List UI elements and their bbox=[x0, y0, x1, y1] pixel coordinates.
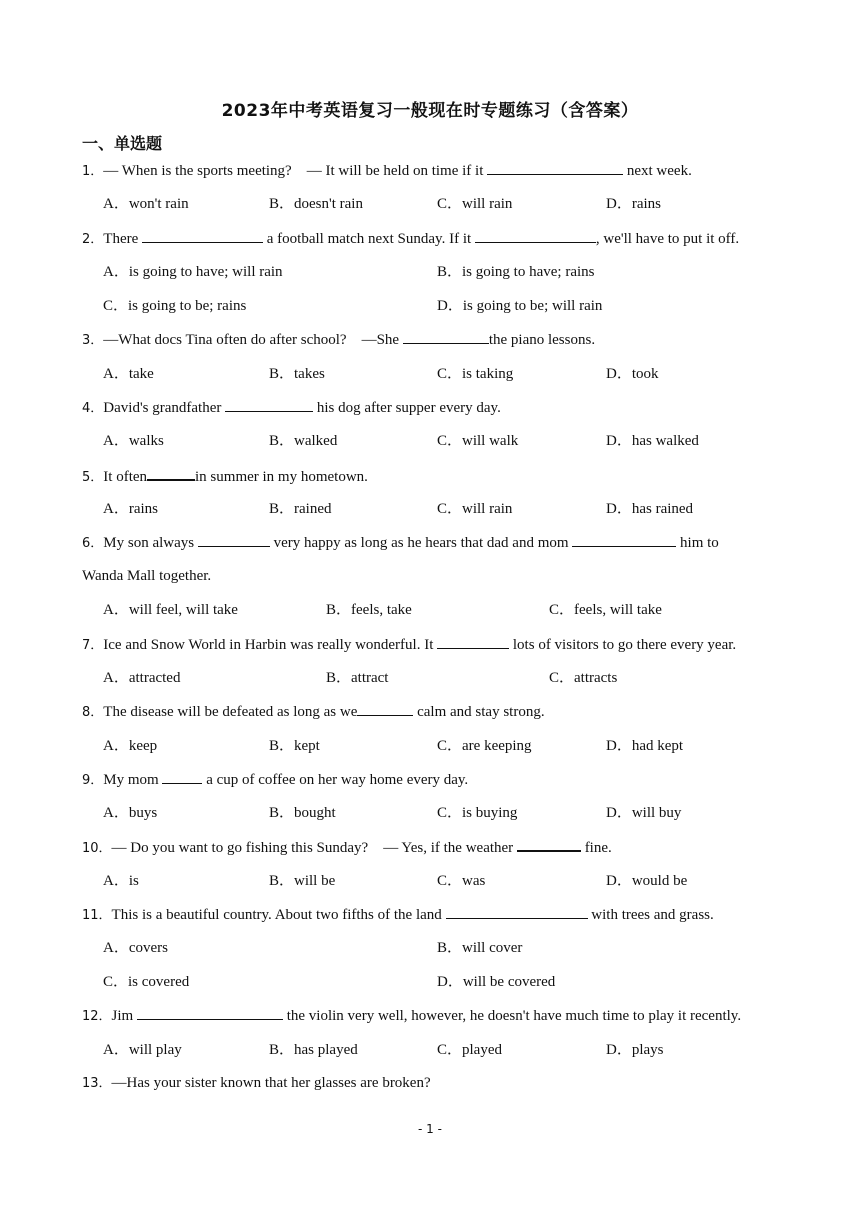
answer-blank bbox=[487, 160, 623, 175]
option-4b: B．walked bbox=[269, 433, 338, 449]
answer-blank bbox=[437, 634, 509, 649]
answer-blank bbox=[147, 465, 195, 481]
option-2b: B．is going to have; rains bbox=[437, 264, 595, 280]
question-11: 11．This is a beautiful country. About two fifths of the land with trees and grass. bbox=[82, 904, 714, 926]
answer-blank bbox=[137, 1005, 283, 1020]
answer-blank bbox=[475, 228, 596, 243]
question-2: 2．There a football match next Sunday. If it , we'll have to put it off. bbox=[82, 228, 739, 250]
option-12c: C．played bbox=[437, 1042, 502, 1058]
answer-blank bbox=[517, 836, 581, 852]
option-9a: A．buys bbox=[103, 805, 158, 821]
option-3a: A．take bbox=[103, 366, 154, 382]
option-7a: A．attracted bbox=[103, 670, 181, 686]
option-9b: B．bought bbox=[269, 805, 336, 821]
option-8c: C．are keeping bbox=[437, 738, 532, 754]
option-4a: A．walks bbox=[103, 433, 164, 449]
question-4: 4．David's grandfather his dog after supper every day. bbox=[82, 397, 501, 419]
option-12a: A．will play bbox=[103, 1042, 182, 1058]
option-12d: D．plays bbox=[606, 1042, 664, 1058]
answer-blank bbox=[446, 904, 588, 919]
answer-blank bbox=[572, 532, 676, 547]
option-1d: D．rains bbox=[606, 196, 661, 212]
document-title: 2023年中考英语复习一般现在时专题练习（含答案） bbox=[221, 101, 639, 121]
option-10a: A．is bbox=[103, 873, 139, 889]
option-6b: B．feels, take bbox=[326, 602, 412, 618]
option-10b: B．will be bbox=[269, 873, 336, 889]
option-11c: C．is covered bbox=[103, 974, 190, 990]
option-1b: B．doesn't rain bbox=[269, 196, 363, 212]
question-10: 10．— Do you want to go fishing this Sunday? — Yes, if the weather fine. bbox=[82, 836, 612, 859]
section-heading: 一、单选题 bbox=[82, 134, 163, 153]
option-5c: C．will rain bbox=[437, 501, 513, 517]
answer-blank bbox=[357, 701, 413, 716]
option-6a: A．will feel, will take bbox=[103, 602, 238, 618]
option-11d: D．will be covered bbox=[437, 974, 556, 990]
option-2d: D．is going to be; will rain bbox=[437, 298, 603, 314]
option-11a: A．covers bbox=[103, 940, 168, 956]
option-4d: D．has walked bbox=[606, 433, 699, 449]
option-2a: A．is going to have; will rain bbox=[103, 264, 283, 280]
option-5a: A．rains bbox=[103, 501, 158, 517]
option-5b: B．rained bbox=[269, 501, 332, 517]
question-12: 12．Jim the violin very well, however, he doesn't have much time to play it recently. bbox=[82, 1005, 741, 1027]
option-1a: A．won't rain bbox=[103, 196, 189, 212]
question-9: 9．My mom a cup of coffee on her way home every day. bbox=[82, 769, 468, 791]
page-number: - 1 - bbox=[418, 1122, 442, 1136]
option-1c: C．will rain bbox=[437, 196, 513, 212]
option-3d: D．took bbox=[606, 366, 659, 382]
answer-blank bbox=[142, 228, 263, 243]
option-10c: C．was bbox=[437, 873, 486, 889]
option-10d: D．would be bbox=[606, 873, 688, 889]
option-9d: D．will buy bbox=[606, 805, 682, 821]
option-8b: B．kept bbox=[269, 738, 320, 754]
option-11b: B．will cover bbox=[437, 940, 523, 956]
option-3b: B．takes bbox=[269, 366, 325, 382]
question-1: 1．— When is the sports meeting? — It will be held on time if it next week. bbox=[82, 160, 692, 182]
option-9c: C．is buying bbox=[437, 805, 518, 821]
option-8a: A．keep bbox=[103, 738, 158, 754]
answer-blank bbox=[225, 397, 313, 412]
option-12b: B．has played bbox=[269, 1042, 358, 1058]
question-6-continued: Wanda Mall together. bbox=[82, 568, 212, 584]
option-7c: C．attracts bbox=[549, 670, 618, 686]
option-4c: C．will walk bbox=[437, 433, 519, 449]
option-5d: D．has rained bbox=[606, 501, 694, 517]
option-8d: D．had kept bbox=[606, 738, 684, 754]
option-6c: C．feels, will take bbox=[549, 602, 662, 618]
answer-blank bbox=[403, 329, 489, 344]
answer-blank bbox=[198, 532, 270, 547]
question-5: 5．It often in summer in my hometown. bbox=[82, 465, 368, 488]
question-8: 8．The disease will be defeated as long as we calm and stay strong. bbox=[82, 701, 545, 723]
answer-blank bbox=[162, 769, 202, 784]
option-7b: B．attract bbox=[326, 670, 389, 686]
option-3c: C．is taking bbox=[437, 366, 514, 382]
question-13: 13．—Has your sister known that her glasses are broken? bbox=[82, 1075, 431, 1091]
question-3: 3．—What docs Tina often do after school? —She the piano lessons. bbox=[82, 329, 595, 351]
question-6: 6．My son always very happy as long as he hears that dad and mom him to bbox=[82, 532, 719, 554]
option-2c: C．is going to be; rains bbox=[103, 298, 247, 314]
question-7: 7．Ice and Snow World in Harbin was really wonderful. It lots of visitors to go there every year. bbox=[82, 634, 736, 656]
